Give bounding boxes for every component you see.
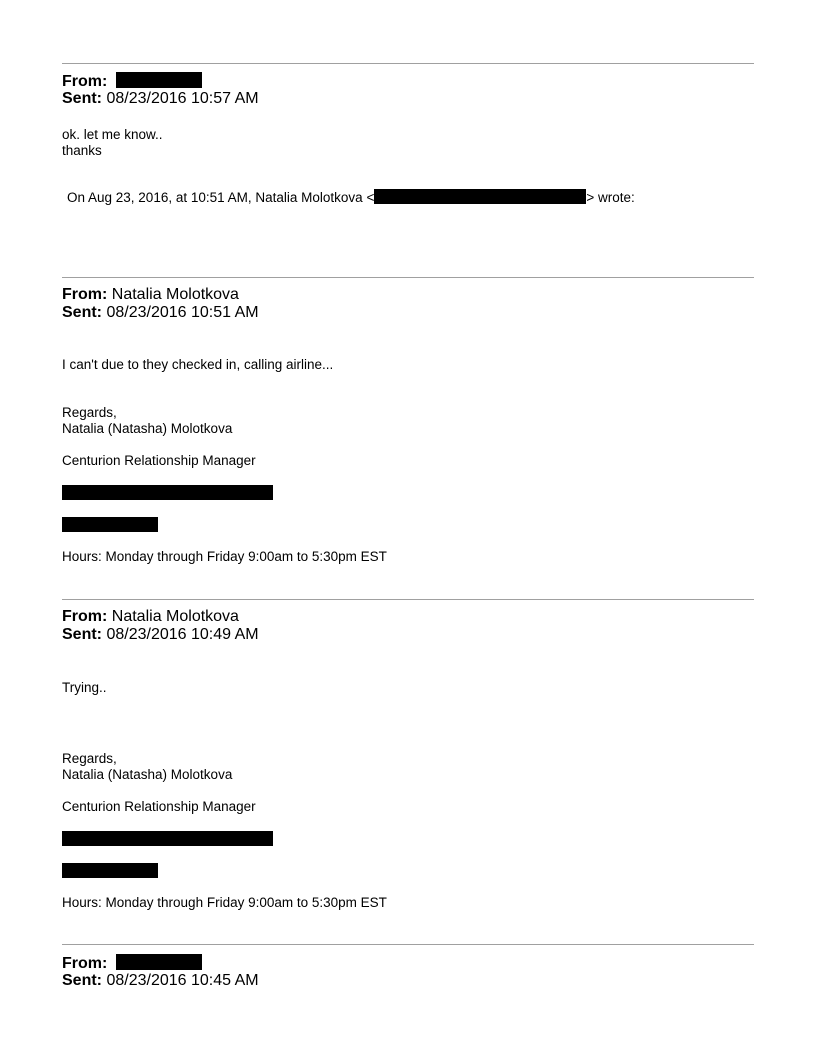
sent-value: 08/23/2016 10:51 AM [106,304,259,321]
signature-hours: Hours: Monday through Friday 9:00am to 5:30pm EST [62,549,387,564]
from-label: From: [62,73,108,90]
from-value: Natalia Molotkova [111,608,239,625]
message-divider [62,277,754,278]
message-body-line: Trying.. [62,680,107,695]
redacted-phone [62,863,158,878]
from-value: Natalia Molotkova [111,286,239,303]
from-line [62,608,239,626]
signature-regards: Regards, [62,751,117,766]
signature-title: Centurion Relationship Manager [62,453,256,468]
sent-value: 08/23/2016 10:57 AM [106,90,259,107]
quoted-header-prefix: On Aug 23, 2016, at 10:51 AM, Natalia Molotkova < [67,190,375,205]
from-line [62,286,239,304]
sent-label: Sent: [62,90,102,107]
redacted-sender [116,954,202,970]
message-divider [62,599,754,600]
redacted-sender [116,72,202,88]
signature-regards: Regards, [62,405,117,420]
signature-title: Centurion Relationship Manager [62,799,256,814]
sent-value: 08/23/2016 10:49 AM [106,626,259,643]
quoted-header [67,189,635,206]
sent-line [62,972,259,990]
quoted-header-suffix: > wrote: [586,190,635,205]
message-body-line: I can't due to they checked in, calling airline... [62,357,334,372]
redacted-phone [62,517,158,532]
sent-line [62,304,259,322]
redacted-contact [62,831,273,846]
sent-line [62,626,259,644]
message-divider [62,944,754,945]
sent-label: Sent: [62,972,102,989]
redacted-email [374,189,586,204]
signature-name: Natalia (Natasha) Molotkova [62,767,233,782]
from-line [62,954,202,973]
message-divider [62,63,754,64]
message-body-line: ok. let me know.. [62,127,163,142]
from-label: From: [62,608,108,625]
sent-label: Sent: [62,304,102,321]
redacted-contact [62,485,273,500]
message-body-line: thanks [62,143,102,158]
from-line [62,72,202,91]
sent-value: 08/23/2016 10:45 AM [106,972,259,989]
sent-label: Sent: [62,626,102,643]
sent-line [62,90,259,108]
signature-hours: Hours: Monday through Friday 9:00am to 5:30pm EST [62,895,387,910]
from-label: From: [62,955,108,972]
from-label: From: [62,286,108,303]
signature-name: Natalia (Natasha) Molotkova [62,421,233,436]
